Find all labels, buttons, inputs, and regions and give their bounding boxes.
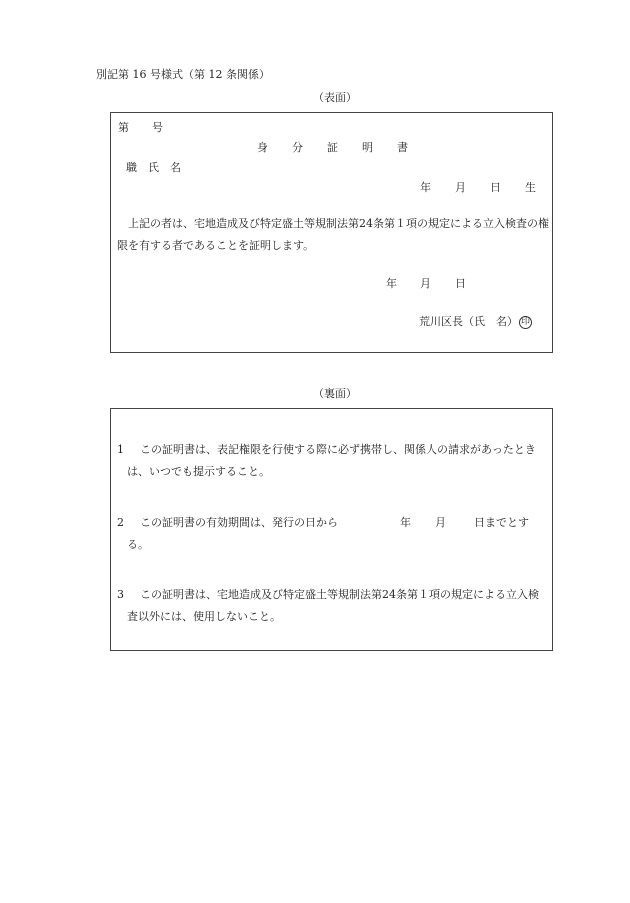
note-2-text bbox=[127, 512, 549, 556]
birth-month: 月 bbox=[455, 181, 466, 194]
issuer-name: 荒川区長（氏 名） bbox=[419, 315, 518, 328]
issue-year: 年 bbox=[386, 277, 397, 290]
number-dai: 第 bbox=[118, 121, 129, 134]
front-card bbox=[110, 112, 553, 353]
form-label: 別記第 16 号様式（第 12 条関係） bbox=[96, 68, 270, 81]
number-go: 号 bbox=[152, 121, 163, 134]
issuer bbox=[419, 313, 532, 329]
title-char-1: 身 bbox=[257, 141, 268, 154]
back-card bbox=[110, 408, 553, 651]
birth-sei: 生 bbox=[525, 181, 536, 194]
note-2-month: 月 bbox=[435, 516, 446, 529]
note-2-suffix: 日までとする。 bbox=[127, 516, 529, 551]
certification-text: 上記の者は、宅地造成及び特定盛土等規制法第24条第１項の規定による立入検査の権限を有する者であることを証明します。 bbox=[117, 217, 549, 252]
note-2-prefix: この証明書の有効期間は、発行の日から bbox=[140, 516, 338, 529]
seal-mark: 印 bbox=[520, 317, 530, 327]
back-heading: （裏面） bbox=[313, 387, 357, 400]
issue-month: 月 bbox=[420, 277, 431, 290]
title-char-2: 分 bbox=[292, 141, 303, 154]
note-2-number: 2 bbox=[117, 516, 124, 529]
note-3-text: この証明書は、宅地造成及び特定盛土等規制法第24条第１項の規定による立入検査以外には、使用しないこと。 bbox=[127, 588, 539, 623]
title-char-5: 書 bbox=[397, 141, 408, 154]
front-heading: （表面） bbox=[313, 91, 357, 104]
birth-day: 日 bbox=[490, 181, 501, 194]
note-1-text: この証明書は、表記権限を行使する際に必ず携帯し、関係人の請求があったときは、いつでも提示すること。 bbox=[127, 443, 536, 478]
title-char-4: 明 bbox=[362, 141, 373, 154]
issue-day: 日 bbox=[455, 277, 466, 290]
birth-year: 年 bbox=[420, 181, 431, 194]
note-2-year: 年 bbox=[400, 516, 411, 529]
title-char-3: 証 bbox=[327, 141, 338, 154]
name-label: 職 氏 名 bbox=[126, 161, 181, 174]
note-1-number: 1 bbox=[117, 443, 124, 456]
note-3-number: 3 bbox=[117, 588, 124, 601]
